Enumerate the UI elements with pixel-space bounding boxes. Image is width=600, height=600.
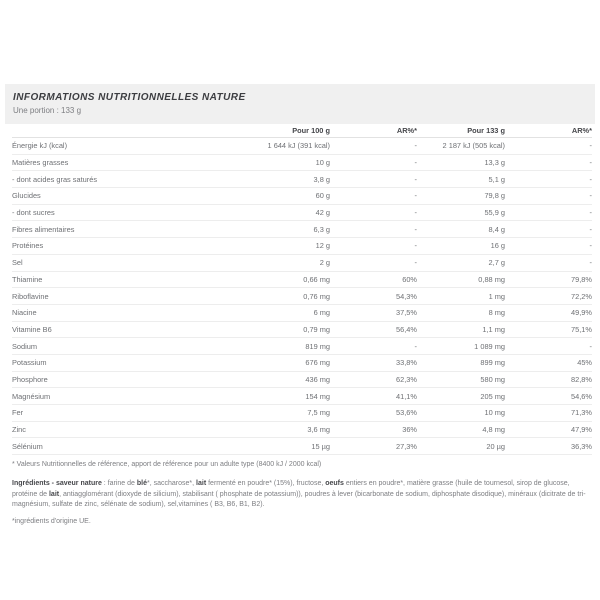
nutrient-label: - dont acides gras saturés [12, 174, 98, 184]
nutrient-label: Sodium [12, 341, 38, 351]
value-ar-percent-100g: - [414, 224, 417, 234]
value-ar-percent-133g: 71,3% [571, 408, 592, 418]
value-per-100g: 0,66 mg [303, 274, 330, 284]
value-ar-percent-100g: 56,4% [396, 324, 417, 334]
value-per-100g: 12 g [315, 241, 330, 251]
table-row [12, 338, 592, 355]
value-per-133g: 1,1 mg [482, 324, 505, 334]
value-per-100g: 436 mg [305, 374, 330, 384]
nutrition-header-band [5, 84, 595, 124]
value-ar-percent-100g: 37,5% [396, 308, 417, 318]
value-ar-percent-133g: 72,2% [571, 291, 592, 301]
value-ar-percent-100g: 27,3% [396, 441, 417, 451]
value-ar-percent-100g: 41,1% [396, 391, 417, 401]
value-ar-percent-100g: - [414, 158, 417, 168]
value-ar-percent-100g: 53,6% [396, 408, 417, 418]
nutrient-label: Niacine [12, 308, 37, 318]
ingredients-paragraph [12, 479, 592, 511]
ingredient-text: entiers en poudre*, matière grasse (huile de tournesol, sirop de glucose, protéine de [12, 480, 570, 498]
value-ar-percent-100g: 33,8% [396, 358, 417, 368]
value-per-100g: 154 mg [305, 391, 330, 401]
value-ar-percent-133g: 36,3% [571, 441, 592, 451]
value-per-133g: 1 089 mg [474, 341, 505, 351]
value-per-133g: 1 mg [488, 291, 505, 301]
value-per-133g: 55,9 g [484, 208, 505, 218]
table-row [12, 205, 592, 222]
value-ar-percent-100g: - [414, 241, 417, 251]
value-per-133g: 16 g [490, 241, 505, 251]
value-per-133g: 580 mg [480, 374, 505, 384]
ingredient-text: : farine de [101, 480, 137, 488]
value-ar-percent-100g: 60% [402, 274, 417, 284]
value-ar-percent-133g: 54,6% [571, 391, 592, 401]
nutrient-label: Matières grasses [12, 158, 69, 168]
ingredient-text: fermenté en poudre* (15%), fructose, [206, 480, 326, 488]
value-ar-percent-133g: - [589, 258, 592, 268]
value-per-100g: 6,3 g [313, 224, 330, 234]
ingredient-text: , antiagglomérant (dioxyde de silicium), stabilisant ( phosphate de potassium)), poudres à lever (bicarbonate de sodium, diphosphate disodique), minéraux (dicitrate de tri-magnésium, sulfate de zinc, sélénate de sodium), sel,vitamines ( B3, B6, B1, B2). [12, 490, 586, 509]
value-ar-percent-133g: 75,1% [571, 324, 592, 334]
value-per-133g: 8,4 g [488, 224, 505, 234]
value-per-100g: 42 g [315, 208, 330, 218]
value-ar-percent-133g: - [589, 191, 592, 201]
value-per-133g: 10 mg [484, 408, 505, 418]
value-ar-percent-100g: - [414, 258, 417, 268]
table-row [12, 155, 592, 172]
value-ar-percent-133g: 45% [577, 358, 592, 368]
value-ar-percent-100g: 62,3% [396, 374, 417, 384]
table-row [12, 305, 592, 322]
nutrient-label: Thiamine [12, 274, 43, 284]
value-per-100g: 0,79 mg [303, 324, 330, 334]
table-row [12, 355, 592, 372]
nutrient-label: Phosphore [12, 374, 48, 384]
nutrient-label: Glucides [12, 191, 41, 201]
column-header-per-133g: Pour 133 g [467, 126, 505, 135]
value-ar-percent-100g: 36% [402, 425, 417, 435]
value-per-100g: 3,6 mg [307, 425, 330, 435]
table-row [12, 388, 592, 405]
value-ar-percent-100g: - [414, 141, 417, 151]
value-per-100g: 10 g [315, 158, 330, 168]
section-title: INFORMATIONS NUTRITIONNELLES NATURE [13, 92, 246, 103]
value-per-133g: 20 µg [486, 441, 505, 451]
value-ar-percent-133g: - [589, 174, 592, 184]
table-row [12, 272, 592, 289]
table-row [12, 405, 592, 422]
value-per-100g: 676 mg [305, 358, 330, 368]
nutrient-label: Magnésium [12, 391, 51, 401]
table-row [12, 138, 592, 155]
value-per-100g: 0,76 mg [303, 291, 330, 301]
value-per-100g: 3,8 g [313, 174, 330, 184]
table-row [12, 422, 592, 439]
table-row [12, 255, 592, 272]
table-row [12, 438, 592, 455]
value-ar-percent-133g: 79,8% [571, 274, 592, 284]
ingredient-bold-text: lait [48, 490, 60, 498]
ingredient-bold-text: oeufs [325, 480, 344, 488]
reference-values-footnote: * Valeurs Nutritionnelles de référence, apport de référence pour un adulte type (8400 kJ / 2000 kcal) [12, 461, 322, 469]
table-row [12, 288, 592, 305]
value-ar-percent-133g: 49,9% [571, 308, 592, 318]
value-ar-percent-133g: - [589, 241, 592, 251]
value-ar-percent-133g: 47,9% [571, 425, 592, 435]
value-per-100g: 819 mg [305, 341, 330, 351]
nutrition-table [12, 124, 592, 455]
value-per-100g: 1 644 kJ (391 kcal) [267, 141, 330, 151]
value-ar-percent-100g: 54,3% [396, 291, 417, 301]
value-ar-percent-100g: - [414, 191, 417, 201]
portion-size-text: Une portion : 133 g [13, 106, 82, 115]
value-ar-percent-133g: - [589, 141, 592, 151]
value-per-133g: 2 187 kJ (505 kcal) [442, 141, 505, 151]
value-ar-percent-133g: - [589, 224, 592, 234]
value-per-133g: 205 mg [480, 391, 505, 401]
nutrient-label: Énergie kJ (kcal) [12, 141, 68, 151]
ingredient-bold-text: lait [196, 480, 207, 488]
ingredient-text: *, saccharose*, [147, 480, 197, 488]
value-per-100g: 6 mg [313, 308, 330, 318]
ingredient-bold-text: blé [136, 480, 148, 488]
nutrient-label: Sel [12, 258, 23, 268]
value-ar-percent-133g: - [589, 341, 592, 351]
value-ar-percent-133g: - [589, 158, 592, 168]
value-per-133g: 2,7 g [488, 258, 505, 268]
value-ar-percent-100g: - [414, 341, 417, 351]
nutrient-label: Fer [12, 408, 24, 418]
nutrient-label: Protéines [12, 241, 44, 251]
value-per-100g: 2 g [319, 258, 330, 268]
nutrient-label: Sélénium [12, 441, 43, 451]
value-per-133g: 5,1 g [488, 174, 505, 184]
table-body [12, 138, 592, 455]
table-row [12, 322, 592, 339]
nutrient-label: Potassium [12, 358, 47, 368]
value-ar-percent-100g: - [414, 174, 417, 184]
value-per-100g: 15 µg [311, 441, 330, 451]
value-per-100g: 60 g [315, 191, 330, 201]
column-header-per-100g: Pour 100 g [292, 126, 330, 135]
nutrient-label: Riboflavine [12, 291, 49, 301]
nutrient-label: Fibres alimentaires [12, 224, 75, 234]
table-row [12, 221, 592, 238]
table-row [12, 188, 592, 205]
table-row [12, 372, 592, 389]
value-ar-percent-133g: 82,8% [571, 374, 592, 384]
table-row [12, 238, 592, 255]
table-row [12, 171, 592, 188]
nutrient-label: Vitamine B6 [12, 324, 52, 334]
column-header-ar-percent-100g: AR%* [396, 126, 417, 135]
nutrient-label: Zinc [12, 425, 26, 435]
nutrient-label: - dont sucres [12, 208, 55, 218]
table-header-row [12, 124, 592, 138]
origin-note: *ingrédients d'origine UE. [12, 517, 91, 525]
value-per-100g: 7,5 mg [307, 408, 330, 418]
value-per-133g: 8 mg [488, 308, 505, 318]
ingredient-bold-text: Ingrédients - saveur nature [12, 480, 102, 488]
value-ar-percent-100g: - [414, 208, 417, 218]
value-per-133g: 4,8 mg [482, 425, 505, 435]
value-ar-percent-133g: - [589, 208, 592, 218]
value-per-133g: 899 mg [480, 358, 505, 368]
value-per-133g: 79,8 g [484, 191, 505, 201]
value-per-133g: 0,88 mg [478, 274, 505, 284]
column-header-ar-percent-133g: AR%* [571, 126, 592, 135]
value-per-133g: 13,3 g [484, 158, 505, 168]
